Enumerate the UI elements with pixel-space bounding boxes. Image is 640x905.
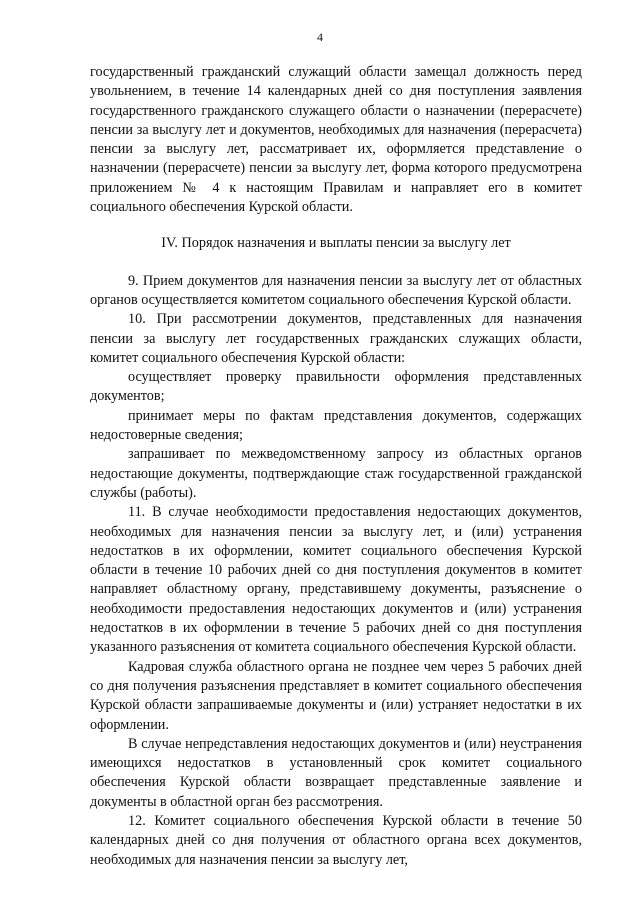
paragraph-10-item-request: запрашивает по межведомственному запросу из областных органов недостающие документы, подтверждающие стаж государственной гражданской службы (работы). (90, 446, 582, 501)
paragraph-10: 10. При рассмотрении документов, представленных для назначения пенсии за выслугу лет государственных гражданских служащих области, комитет социального обеспечения Курской области: (90, 311, 582, 366)
document-body (90, 63, 582, 870)
paragraph-10-item-check: осуществляет проверку правильности оформления представленных документов; (90, 369, 582, 405)
paragraph-9: 9. Прием документов для назначения пенсии за выслугу лет от областных органов осуществляется комитетом социального обеспечения Курской области. (90, 272, 582, 308)
paragraph-10-item-measures: принимает меры по фактам представления документов, содержащих недостоверные сведения; (90, 407, 582, 444)
intro-paragraph: государственный гражданский служащий области замещал должность перед увольнением, в течение 14 календарных дней со дня поступления заявления государственного гражданского служащего области о назначении (перерасчете) пенсии за выслугу лет и документов, необходимых для назначения (перерасчета) пенсии за выслугу лет, рассматривает их, оформляется представление о назначении (перерасчете) пенсии за выслугу лет, форма которого предусмотрена приложением № 4 к настоящим Правилам и направляет его в комитет социального обеспечения Курской области. (90, 64, 582, 216)
paragraph-11-hr: Кадровая служба областного органа не позднее чем через 5 рабочих дней со дня получения разъяснения представляет в комитет социального обеспечения Курской области запрашиваемые документы и (или) устраняет недостатки в их оформлении. (90, 658, 582, 733)
paragraph-11-return: В случае непредставления недостающих документов и (или) неустранения имеющихся недостатков в установленный срок комитет социального обеспечения Курской области возвращает представленные заявление и документы в областной орган без рассмотрения. (90, 735, 582, 810)
paragraph-12: 12. Комитет социального обеспечения Курской области в течение 50 календарных дней со дня получения от областного органа всех документов, необходимых для назначения пенсии за выслугу лет, (90, 812, 582, 868)
paragraph-11: 11. В случае необходимости предоставления недостающих документов, необходимых для назначения пенсии за выслугу лет, и (или) устранения недостатков в их оформлении, комитет социального обеспечения Курской области в течение 10 рабочих дней со дня поступления документов в комитет направляет областному органу, представившему документы, разъяснение о необходимости предоставления недостающих документов и (или) устранения недостатков в их оформлении в течение 5 рабочих дней со дня поступления указанного разъяснения от комитета социального обеспечения Курской области. (90, 504, 582, 656)
section-title: IV. Порядок назначения и выплаты пенсии за выслугу лет (161, 235, 511, 252)
page-number: 4 (317, 30, 323, 44)
